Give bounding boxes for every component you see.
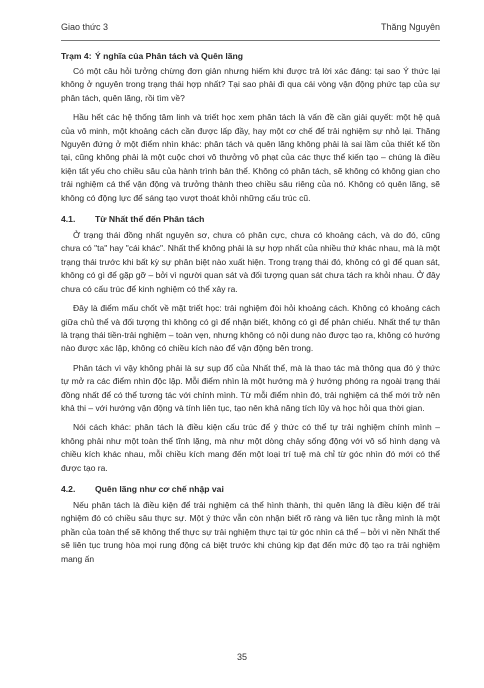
page-number: 35: [236, 652, 247, 662]
subsection-heading: [61, 213, 440, 226]
paragraph: Đây là điểm mấu chốt về mặt triết học: trải nghiệm đòi hỏi khoảng cách. Không có khoảng cách giữa chủ thể và đối tượng thì không có gì để nhận biết, không có gì để phản chiếu. Nhất thể tự thân là trạng thái tiền-trải nghiệm – toàn vẹn, nhưng không có nội dung nào được tạo ra, không có hướng nào được xác lập, không có chiều kích nào để vận động bên trong.: [61, 303, 440, 354]
subsection-number: 4.2.: [61, 483, 76, 494]
running-header: [61, 22, 440, 32]
header-author: Thăng Nguyên: [380, 22, 440, 32]
section-number: Trạm 4:: [61, 51, 92, 61]
subsection-number: 4.1.: [61, 214, 76, 225]
section-heading: [61, 50, 440, 63]
paragraph: Nếu phân tách là điều kiện để trải nghiệm cá thể hình thành, thì quên lãng là điều kiện để trải nghiệm đó có chiều sâu thực sự. Một ý thức vẫn còn nhận biết rõ ràng và liên tục rằng mình là một phần của toàn thể sẽ không thể thực sự trải nghiệm thực tại từ góc nhìn cá thể – bởi vì nền Nhất thể sẽ liên tục trung hòa mọi rung động cá biệt trước khi chúng kịp đạt đến mức độ tạo ra trải nghiệm mang ấn: [61, 499, 440, 564]
page-content: [61, 50, 440, 572]
paragraph: Phân tách vì vậy không phải là sự sụp đổ của Nhất thể, mà là thao tác mà thông qua đó ý thức tự mở ra các điểm nhìn độc lập. Mỗi điểm nhìn là một hướng mà ý hướng phóng ra ngoài trạng thái đồng nhất để có thể tương tác với chính mình. Từ mỗi điểm nhìn đó, trải nghiệm cá thể mới trở nên khả thi – với hướng vận động và tính liên tục, tạo nên khả năng tích lũy và học hỏi qua thời gian.: [61, 362, 440, 413]
subsection-heading: [61, 483, 440, 496]
subsection-title: Từ Nhất thể đến Phân tách: [95, 214, 205, 225]
section-title: Ý nghĩa của Phân tách và Quên lãng: [95, 51, 244, 61]
paragraph: Nói cách khác: phân tách là điều kiện cấu trúc để ý thức có thể tự trải nghiệm chính mình – không phải như một toàn thể tĩnh lặng, mà như một dòng chảy sống động với vô số hình dạng và chiều kích khác nhau, mỗi chiều kích mang đến một loại trí tuệ mà chỉ từ góc nhìn đó mới có thể được tạo ra.: [61, 422, 440, 473]
paragraph: Có một câu hỏi tưởng chừng đơn giản nhưng hiếm khi được trả lời xác đáng: tại sao Ý thức lại không ở nguyên trong trạng thái hợp nhất? Tại sao phải đi qua cái vòng vận động phức tạp của sự phân tách, quên lãng, rồi tìm về?: [61, 66, 440, 103]
subsection-title: Quên lãng như cơ chế nhập vai: [95, 483, 224, 494]
header-book-title: Giao thức 3: [61, 22, 109, 32]
header-divider: [61, 40, 440, 41]
paragraph: Hầu hết các hệ thống tâm linh và triết học xem phân tách là vấn đề cần giải quyết: một hệ quả của vô minh, một khoảng cách cần được lấp đầy, hay một cơ chế để trải nghiệm sự nhỏ lại. Thăng Nguyên đứng ở một điểm nhìn khác: phân tách và quên lãng không phải là sai lầm của thiết kế tồn tại, cũng không phải là một cuộc chơi vô thưởng vô phạt của các thực thể kiến tạo – chúng là điều kiện tất yếu cho chiều sâu của hành trình bản thể. Không có phân tách, sẽ không có không gian cho trải nghiệm cá thể vận động và trưởng thành theo chiều sâu riêng của nó. Không có quên lãng, sẽ không có động lực để sáng tạo vượt thoát khỏi những cấu trúc cũ.: [61, 112, 440, 203]
paragraph: Ở trạng thái đồng nhất nguyên sơ, chưa có phân cực, chưa có khoảng cách, và do đó, cũng chưa có "ta" hay "cái khác". Nhất thể không phải là sự hợp nhất của nhiều thứ khác nhau, mà là một trạng thái trước khi bất kỳ sự phân biệt nào xuất hiện. Trong trạng thái đó, không có gì để quan sát, không có gì để gặp gỡ – bởi vì người quan sát và đối tượng quan sát chưa tách ra khỏi nhau. Ở đây chưa có cấu trúc để kinh nghiệm có thể xảy ra.: [61, 230, 440, 294]
